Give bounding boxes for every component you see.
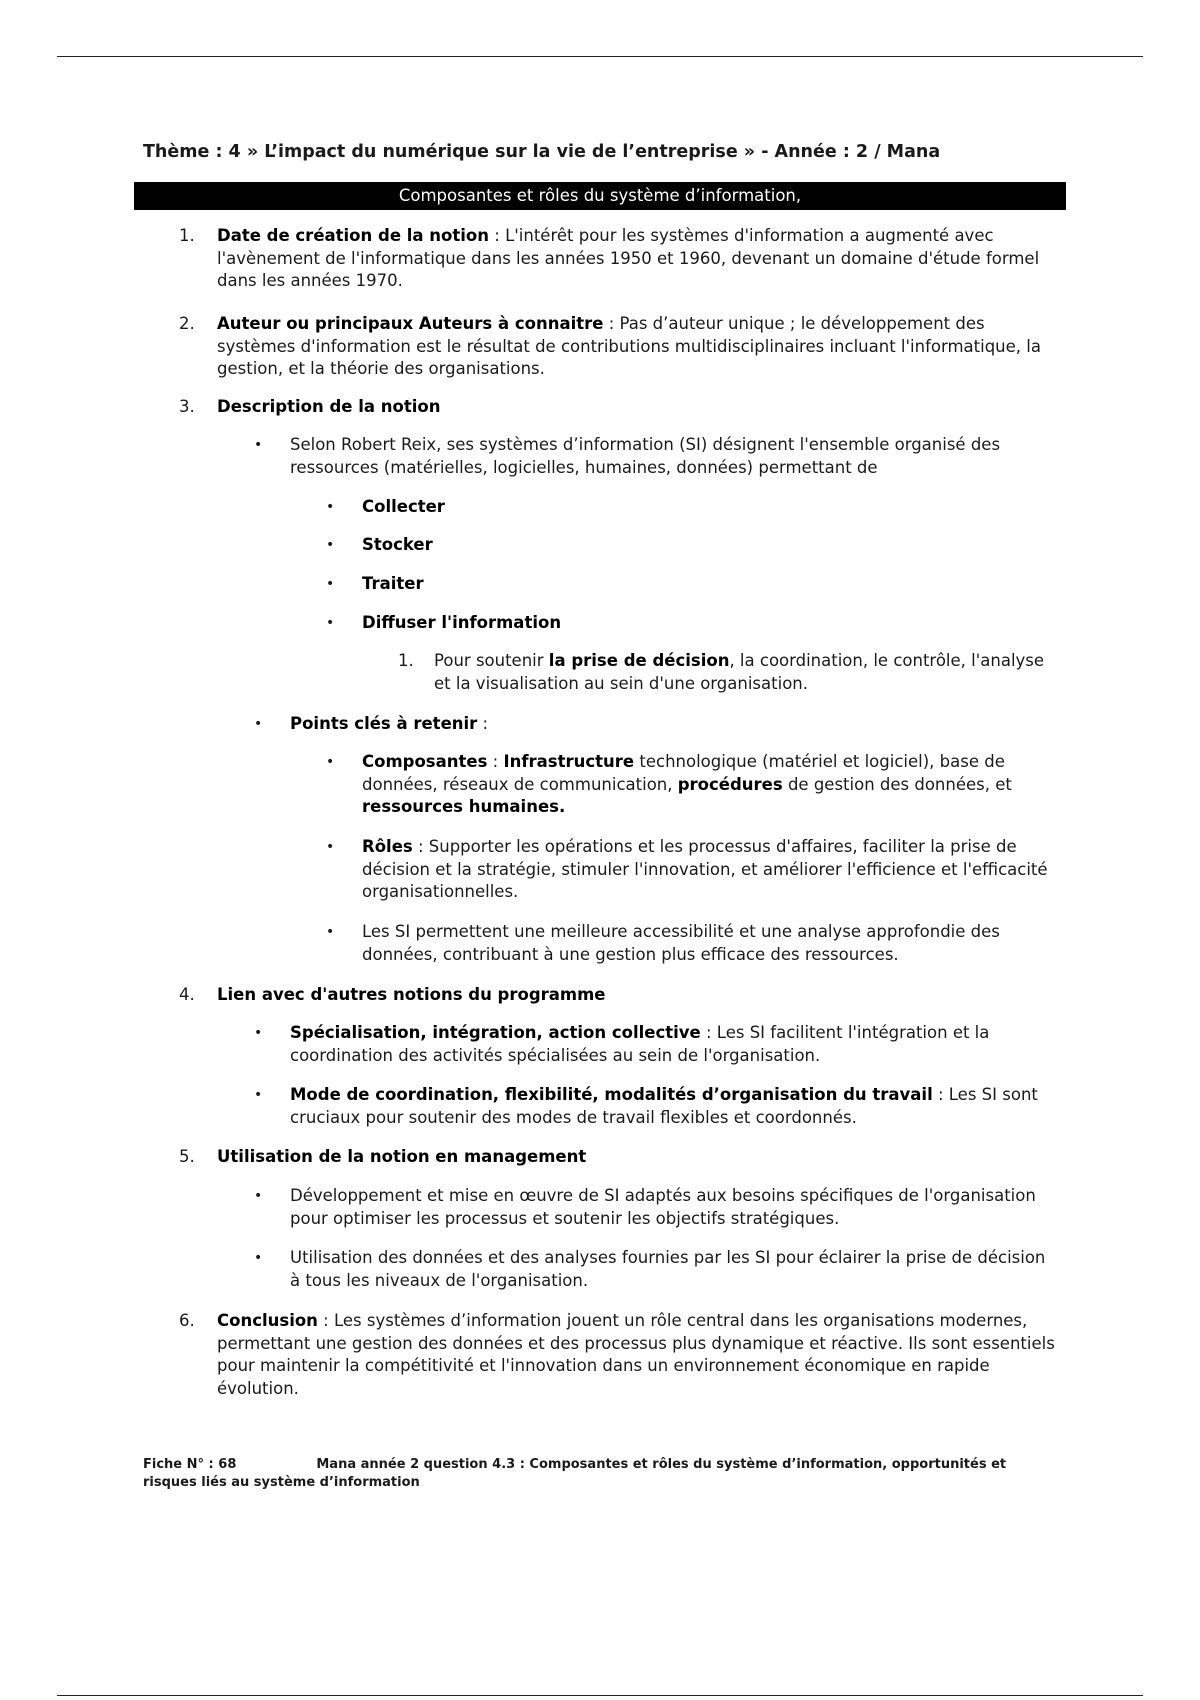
- page-footer: [143, 1456, 1063, 1492]
- purpose-text-end: , la coordination, le contrôle, l'analyse et la visualisation au sein d'une organisation.: [434, 651, 1045, 693]
- bullet-icon: •: [254, 1250, 263, 1266]
- item-number: 4.: [179, 985, 195, 1004]
- link-text: : Les SI facilitent l'intégration et la coordination des activités spécialisées au sein de l'organisation.: [290, 1023, 990, 1065]
- key-points-title: Points clés à retenir: [290, 714, 478, 733]
- verb-label: Diffuser l'information: [362, 613, 562, 632]
- composantes-item: [326, 751, 1062, 819]
- composantes-label: Composantes: [362, 752, 488, 771]
- section-banner: Composantes et rôles du système d’information,: [134, 182, 1066, 210]
- bullet-item: [254, 434, 1060, 479]
- verb-item: [326, 573, 1062, 596]
- bullet-item: [254, 1022, 1060, 1067]
- theme-heading: Thème : 4 » L’impact du numérique sur la vie de l’entreprise » - Année : 2 / Mana: [143, 142, 941, 162]
- verb-item: [326, 496, 1062, 519]
- item-text: : L'intérêt pour les systèmes d'information a augmenté avec l'avènement de l'informatique dans les années 1950 et 1960, devenant un domaine d'étude formel dans les années 1970.: [217, 226, 1040, 290]
- item-title: Date de création de la notion: [217, 226, 490, 245]
- item-title: Description de la notion: [217, 397, 441, 416]
- item-number: 2.: [179, 314, 195, 333]
- item-text: : Pas d’auteur unique ; le développement des systèmes d'information est le résultat de contributions multidisciplinaires incluant l'informatique, la gestion, et la théorie des organisations.: [217, 314, 1041, 378]
- bullet-icon: •: [254, 1087, 263, 1103]
- purpose-bold: la prise de décision: [548, 651, 730, 670]
- bullet-icon: •: [254, 1188, 263, 1204]
- bullet-icon: •: [326, 537, 335, 553]
- bullet-icon: •: [326, 754, 335, 770]
- bullet-item: [254, 1185, 1060, 1230]
- bullet-item: [254, 1247, 1060, 1292]
- item-number: 5.: [179, 1147, 195, 1166]
- footer-text: Mana année 2 question 4.3 : Composantes et rôles du système d’information, opportunités et risques liés au système d’information: [143, 1457, 1007, 1490]
- roles-text: : Supporter les opérations et les processus d'affaires, faciliter la prise de décision et la stratégie, stimuler l'innovation, et améliorer l'efficience et l'efficacité organisationnelles.: [362, 837, 1048, 901]
- bullet-icon: •: [326, 499, 335, 515]
- item-title: Conclusion: [217, 1311, 318, 1330]
- bullet-icon: •: [254, 437, 263, 453]
- separator: :: [487, 752, 504, 771]
- verb-label: Traiter: [362, 574, 424, 593]
- verb-label: Stocker: [362, 535, 433, 554]
- item-title: Utilisation de la notion en management: [217, 1147, 587, 1166]
- bullet-icon: •: [326, 576, 335, 592]
- item-text: : Les systèmes d’information jouent un rôle central dans les organisations modernes, permettant une gestion des données et des processus plus dynamique et réactive. Ils sont essentiels pour maintenir la compétitivité et l'innovation dans un environnement économique en rapide évolution.: [217, 1311, 1055, 1398]
- list-item: [179, 1146, 1057, 1169]
- si-point-text: Les SI permettent une meilleure accessibilité et une analyse approfondie des données, contribuant à une gestion plus efficace des ressources.: [362, 922, 1000, 964]
- management-text: Développement et mise en œuvre de SI adaptés aux besoins spécifiques de l'organisation pour optimiser les processus et soutenir les objectifs stratégiques.: [290, 1186, 1036, 1228]
- item-number: 3.: [179, 397, 195, 416]
- item-title: Auteur ou principaux Auteurs à connaitre: [217, 314, 604, 333]
- top-rule: [57, 56, 1143, 57]
- bold-term: Infrastructure: [503, 752, 635, 771]
- bullet-icon: •: [254, 1025, 263, 1041]
- composantes-text: technologique (matériel et logiciel), base de données, réseaux de communication,: [362, 752, 1005, 794]
- item-number: 6.: [179, 1311, 195, 1330]
- verb-item: [326, 534, 1062, 557]
- si-point-item: [326, 921, 1062, 966]
- purpose-text: Pour soutenir: [434, 651, 549, 670]
- bullet-icon: •: [326, 615, 335, 631]
- bullet-item: [254, 1084, 1060, 1129]
- bullet-icon: •: [326, 924, 335, 940]
- management-text: Utilisation des données et des analyses fournies par les SI pour éclairer la prise de décision à tous les niveaux de l'organisation.: [290, 1248, 1046, 1290]
- fiche-number: Fiche N° : 68: [143, 1457, 237, 1472]
- bottom-rule: [57, 1695, 1143, 1696]
- verb-label: Collecter: [362, 497, 445, 516]
- roles-label: Rôles: [362, 837, 413, 856]
- bold-term: procédures: [677, 774, 783, 794]
- link-title: Mode de coordination, flexibilité, modalités d’organisation du travail: [290, 1085, 933, 1104]
- purpose-item: [398, 650, 1064, 695]
- composantes-text: de gestion des données, et: [782, 774, 1012, 794]
- link-text: : Les SI sont cruciaux pour soutenir des modes de travail flexibles et coordonnés.: [290, 1085, 1038, 1127]
- bullet-icon: •: [326, 839, 335, 855]
- bold-term: ressources humaines.: [362, 797, 566, 816]
- list-item: [179, 313, 1057, 381]
- item-number: 1.: [179, 226, 195, 245]
- bullet-item: [254, 713, 1060, 736]
- list-item: [179, 225, 1057, 293]
- list-item: [179, 396, 1057, 419]
- bullet-icon: •: [254, 716, 263, 732]
- roles-item: [326, 836, 1062, 904]
- item-title: Lien avec d'autres notions du programme: [217, 985, 606, 1004]
- item-number: 1.: [398, 651, 414, 670]
- description-intro: Selon Robert Reix, ses systèmes d’information (SI) désignent l'ensemble organisé des ressources (matérielles, logicielles, humaines, données) permettant de: [290, 435, 1001, 477]
- verb-item: [326, 612, 1062, 635]
- list-item: [179, 1310, 1057, 1400]
- key-points-suffix: :: [477, 714, 489, 733]
- link-title: Spécialisation, intégration, action collective: [290, 1023, 701, 1042]
- list-item: [179, 984, 1057, 1007]
